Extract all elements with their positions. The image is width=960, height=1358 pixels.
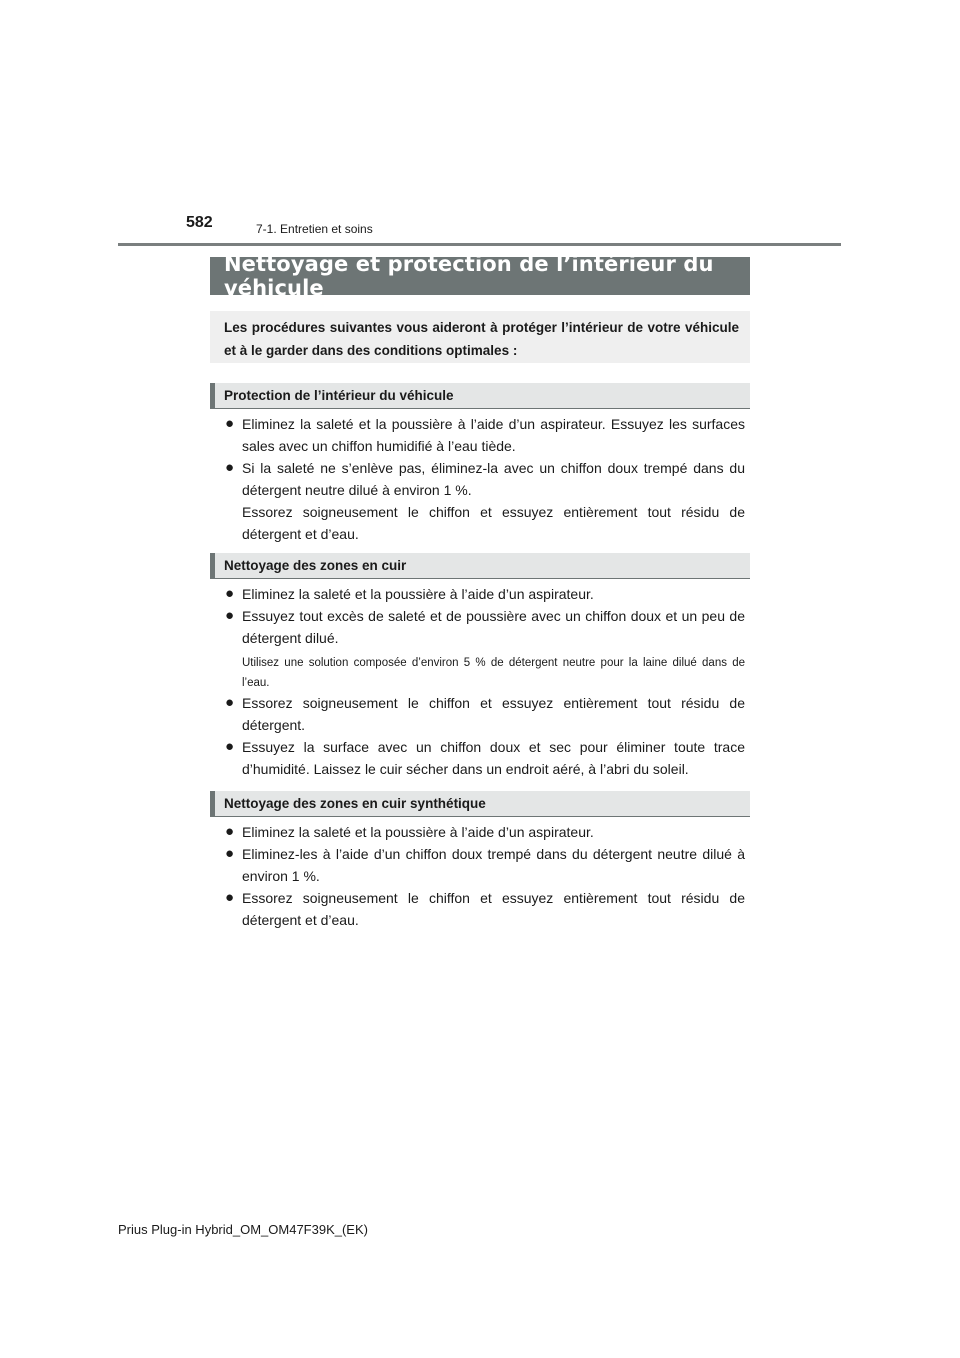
list-item [225, 736, 745, 780]
list-item-text: Essuyez la surface avec un chiffon doux et sec pour éliminer toute trace d’humidité. Laissez le cuir sécher dans un endroit aéré, à l’abri du soleil. [242, 739, 745, 777]
subheading-text: Nettoyage des zones en cuir [224, 558, 407, 573]
subheading-leather [210, 553, 750, 579]
page-number: 582 [186, 214, 213, 231]
list-item [225, 821, 745, 843]
list-item [225, 887, 745, 931]
subheading-synthetic-leather [210, 791, 750, 817]
section-label: 7-1. Entretien et soins [256, 222, 373, 236]
list-item-text: Essorez soigneusement le chiffon et essuyez entièrement tout résidu de détergent. [242, 695, 745, 733]
list-item-text: Essorez soigneusement le chiffon et essuyez entièrement tout résidu de détergent et d’eau. [242, 504, 745, 542]
list-item-text: Essuyez tout excès de saleté et de poussière avec un chiffon doux et un peu de détergent dilué. [242, 608, 745, 646]
subheading-text: Protection de l’intérieur du véhicule [224, 388, 454, 403]
list-item [225, 843, 745, 887]
bullet-icon: ● [225, 459, 235, 476]
list-item [225, 605, 745, 649]
intro-box: Les procédures suivantes vous aideront à protéger l’intérieur de votre véhicule et à le garder dans des conditions optimales : [210, 311, 750, 363]
bullet-icon: ● [225, 889, 235, 906]
subheading-protection [210, 383, 750, 409]
list-item [225, 413, 745, 457]
list-item-text: Eliminez la saleté et la poussière à l’aide d’un aspirateur. Essuyez les surfaces sales avec un chiffon humidifié à l’eau tiède. [242, 416, 745, 454]
list-item-text: Eliminez la saleté et la poussière à l’aide d’un aspirateur. [242, 586, 594, 602]
note-text: Utilisez une solution composée d’environ 5 % de détergent neutre pour la laine dilué dans de l’eau. [242, 657, 745, 689]
list-item [225, 583, 745, 605]
page-title-bar [210, 252, 750, 300]
bullet-icon: ● [225, 845, 235, 862]
bullet-icon: ● [225, 585, 235, 602]
list-item [225, 457, 745, 501]
footer-doc-id: Prius Plug-in Hybrid_OM_OM47F39K_(EK) [118, 1222, 368, 1237]
subheading-text: Nettoyage des zones en cuir synthétique [224, 796, 486, 811]
bullet-icon: ● [225, 823, 235, 840]
list-item [225, 692, 745, 736]
list-item-text: Eliminez-les à l’aide d’un chiffon doux trempé dans du détergent neutre dilué à environ 1 %. [242, 846, 745, 884]
header-rule [118, 243, 841, 246]
list-item-text: Essorez soigneusement le chiffon et essuyez entièrement tout résidu de détergent et d’eau. [242, 890, 745, 928]
list-item-text: Si la saleté ne s’enlève pas, éliminez-la avec un chiffon doux trempé dans du détergent neutre dilué à environ 1 %. [242, 460, 745, 498]
list-item-continuation [225, 501, 745, 545]
bullet-icon: ● [225, 607, 235, 624]
bullet-icon: ● [225, 738, 235, 755]
bullet-icon: ● [225, 415, 235, 432]
bullet-icon: ● [225, 694, 235, 711]
list-item-text: Eliminez la saleté et la poussière à l’aide d’un aspirateur. [242, 824, 594, 840]
page-title: Nettoyage et protection de l’intérieur du véhicule [224, 252, 714, 300]
